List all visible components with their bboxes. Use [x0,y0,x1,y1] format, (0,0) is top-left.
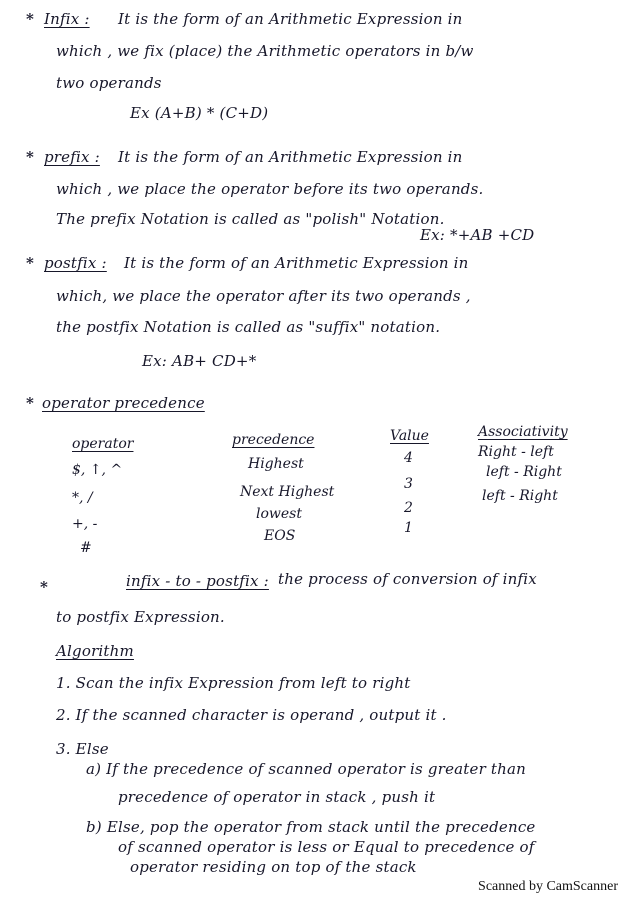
table-cell: 1 [404,520,413,536]
postfix-line2: which, we place the operator after its two operands , [56,287,471,305]
table-header-associativity: Associativity [478,424,568,440]
table-cell: Right - left [478,444,554,460]
algorithm-step-3a-line2: precedence of operator in stack , push it [118,788,436,806]
algorithm-step-3: 3. Else [56,740,109,758]
algorithm-step-2: 2. If the scanned character is operand , output it . [56,706,447,724]
table-cell: EOS [264,528,296,544]
table-cell: *, / [72,490,93,506]
postfix-heading: postfix : [44,254,107,272]
bullet-star: * [40,578,49,596]
prefix-line3: The prefix Notation is called as "polish" Notation. [56,210,445,228]
bullet-star: * [26,10,35,28]
infix-heading: Infix : [44,10,90,28]
infix-example: Ex (A+B) * (C+D) [130,104,269,122]
conversion-heading: infix - to - postfix : [126,572,269,590]
postfix-line1: It is the form of an Arithmetic Expression in [124,254,469,272]
table-cell: 2 [404,500,413,516]
prefix-example: Ex: *+AB +CD [420,226,535,244]
conversion-line1: the process of conversion of infix [278,570,537,588]
table-cell: lowest [256,506,302,522]
table-cell: # [80,540,92,556]
infix-line2: which , we fix (place) the Arithmetic operators in b/w [56,42,474,60]
bullet-star: * [26,254,35,272]
table-cell: +, - [72,516,98,532]
algorithm-step-3b-line3: operator residing on top of the stack [130,858,417,876]
conversion-line2: to postfix Expression. [56,608,225,626]
table-cell: 4 [404,450,413,466]
prefix-heading: prefix : [44,148,100,166]
infix-line1: It is the form of an Arithmetic Expression in [118,10,463,28]
camscanner-watermark: Scanned by CamScanner [478,879,618,894]
precedence-heading: operator precedence [42,394,205,412]
algorithm-step-3b-line1: b) Else, pop the operator from stack until the precedence [86,818,536,836]
table-header-operator: operator [72,436,134,452]
infix-line3: two operands [56,74,162,92]
table-cell: Next Highest [240,484,335,500]
table-cell: Highest [248,456,304,472]
bullet-star: * [26,394,35,412]
algorithm-step-1: 1. Scan the infix Expression from left to right [56,674,411,692]
table-cell: $, ↑, ^ [72,462,123,478]
postfix-line3: the postfix Notation is called as "suffix" notation. [56,318,441,336]
bullet-star: * [26,148,35,166]
table-cell: left - Right [486,464,562,480]
postfix-example: Ex: AB+ CD+* [142,352,257,370]
prefix-line1: It is the form of an Arithmetic Expression in [118,148,463,166]
algorithm-step-3a-line1: a) If the precedence of scanned operator is greater than [86,760,527,778]
algorithm-step-3b-line2: of scanned operator is less or Equal to precedence of [118,838,535,856]
table-header-value: Value [390,428,429,444]
table-cell: 3 [404,476,413,492]
table-cell: left - Right [482,488,558,504]
prefix-line2: which , we place the operator before its two operands. [56,180,484,198]
algorithm-heading: Algorithm [56,642,134,660]
table-header-precedence: precedence [232,432,315,448]
